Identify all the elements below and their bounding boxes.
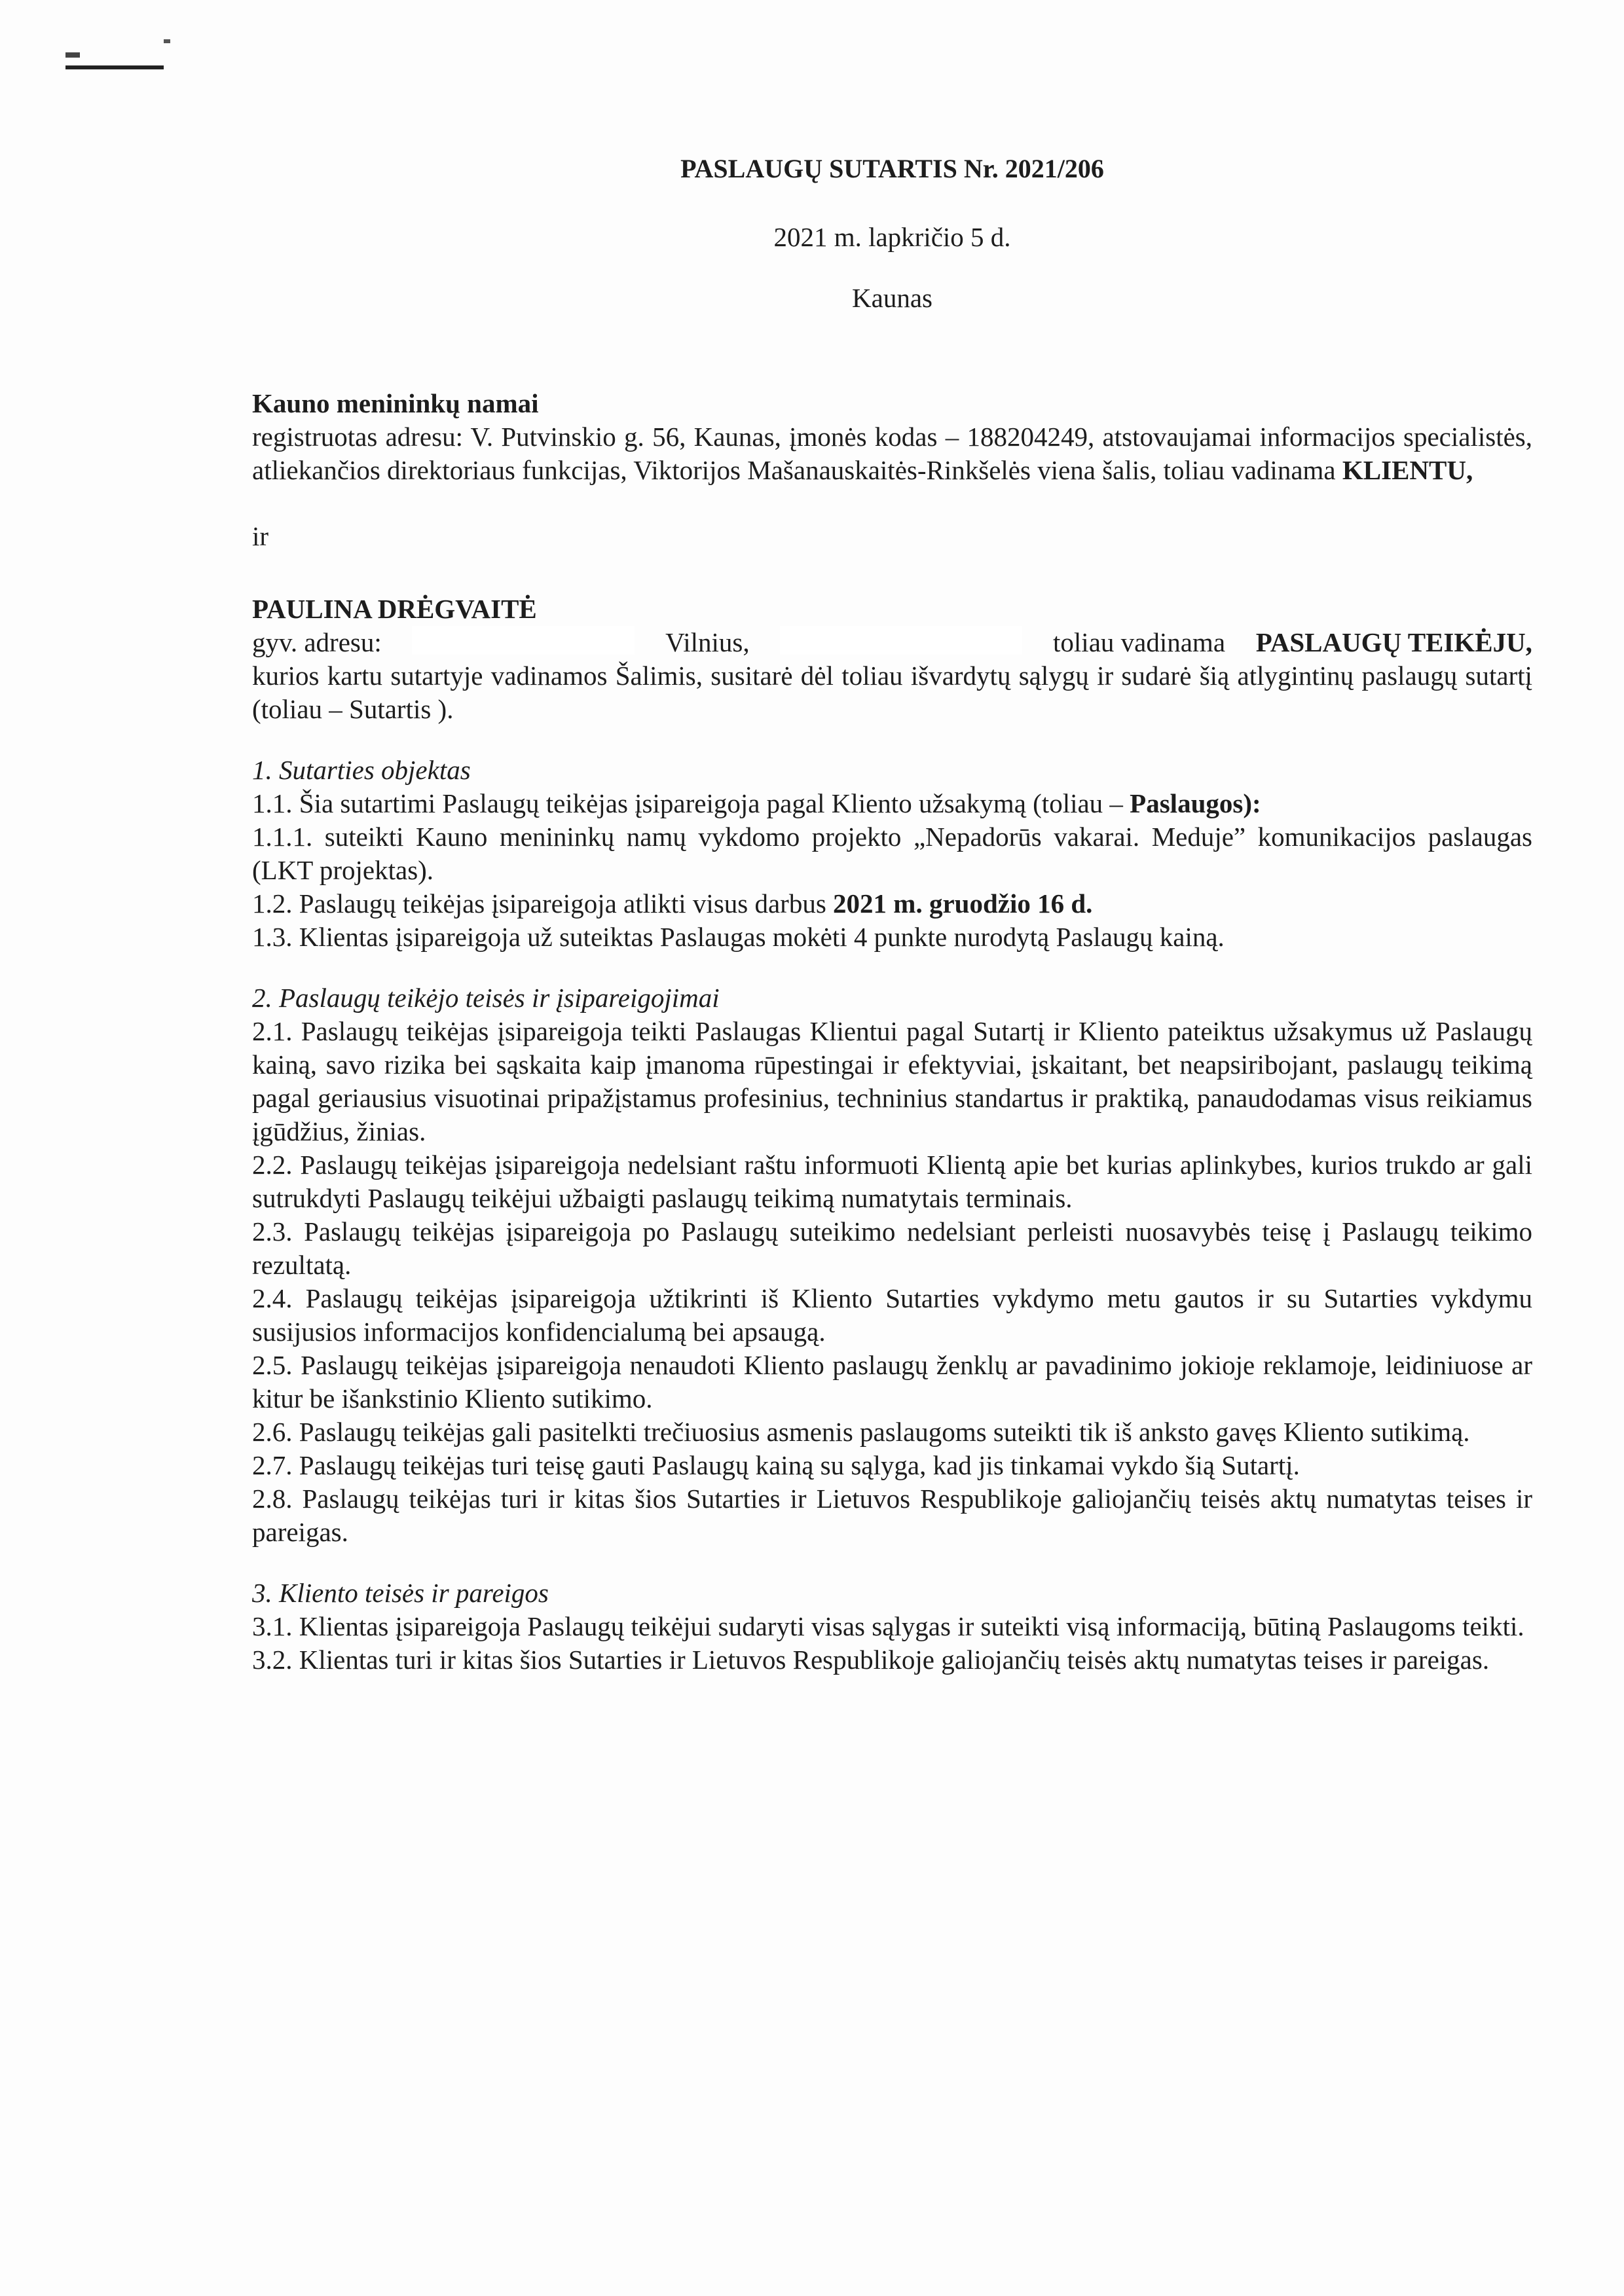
clause-2-7: 2.7. Paslaugų teikėjas turi teisę gauti Paslaugų kainą su sąlyga, kad jis tinkamai vykdo šią Sutartį. — [252, 1450, 1300, 1480]
clause-3-2: 3.2. Klientas turi ir kitas šios Sutarties ir Lietuvos Respublikoje galiojančių teisės aktų numatytas teises ir pareigas. — [252, 1645, 1490, 1675]
staple-mark — [164, 39, 170, 43]
section-title: 1. Sutarties objektas — [252, 755, 471, 785]
clause-2-2: 2.2. Paslaugų teikėjas įsipareigoja nedelsiant raštu informuoti Klientą apie bet kurias aplinkybes, kurios trukdo ar gali sutrukdyti Paslaugų teikėjui užbaigti paslaugų teikimą numatytais terminais. — [252, 1150, 1532, 1213]
section-2 — [252, 981, 1532, 1549]
provider-block — [252, 592, 1532, 726]
staple-mark — [65, 65, 164, 69]
clause-bold: Paslaugos): — [1130, 788, 1261, 818]
section-title: 3. Kliento teisės ir pareigos — [252, 1578, 549, 1608]
client-name: Kauno menininkų namai — [252, 388, 539, 418]
called-text: toliau vadinama — [1053, 627, 1226, 657]
provider-designation: PASLAUGŲ TEIKĖJU, — [1255, 627, 1532, 657]
redacted-field — [412, 626, 635, 655]
clause-text: 1.1. Šia sutartimi Paslaugų teikėjas įsipareigoja pagal Kliento užsakymą (toliau – — [252, 788, 1123, 818]
clause-3-1: 3.1. Klientas įsipareigoja Paslaugų teikėjui sudaryti visas sąlygas ir suteikti visą informaciją, būtiną Paslaugoms teikti. — [252, 1611, 1524, 1641]
conjunction: ir — [252, 521, 269, 551]
clause-1-2 — [252, 887, 1532, 920]
staple-mark — [65, 52, 80, 58]
document-body — [252, 144, 1532, 1677]
client-block — [252, 387, 1532, 487]
section-title: 2. Paslaugų teikėjo teisės ir įsipareigojimai — [252, 983, 720, 1013]
contract-city: Kaunas — [852, 283, 932, 313]
clause-2-1: 2.1. Paslaugų teikėjas įsipareigoja teikti Paslaugas Klientui pagal Sutartį ir Kliento pateiktus užsakymus už Paslaugų kainą, savo rizika bei sąskaita kaip įmanoma rūpestingai ir efektyviai, įskaitant, bet neapsiribojant, paslaugų teikimą pagal geriausius visuotinai pripažįstamus profesinius, techninius standartus ir praktiką, panaudodamas visus reikiamus įgūdžius, žinias. — [252, 1016, 1532, 1146]
provider-name: PAULINA DRĖGVAITĖ — [252, 594, 537, 624]
provider-address-line — [252, 626, 1532, 659]
clause-2-3: 2.3. Paslaugų teikėjas įsipareigoja po Paslaugų suteikimo nedelsiant perleisti nuosavybės teisę į Paslaugų teikimo rezultatą. — [252, 1216, 1532, 1280]
clause-2-4: 2.4. Paslaugų teikėjas įsipareigoja užtikrinti iš Kliento Sutarties vykdymo metu gautos ir su Sutarties vykdymu susijusios informacijos konfidencialumą bei apsaugą. — [252, 1283, 1532, 1347]
clause-text: 1.2. Paslaugų teikėjas įsipareigoja atlikti visus darbus — [252, 888, 826, 919]
section-1 — [252, 754, 1532, 954]
clause-2-6: 2.6. Paslaugų teikėjas gali pasitelkti trečiuosius asmenis paslaugoms suteikti tik iš anksto gavęs Kliento sutikimą. — [252, 1417, 1470, 1447]
clause-1-1-1: 1.1.1. suteikti Kauno menininkų namų vykdomo projekto „Nepadorūs vakarai. Meduje” komunikacijos paslaugas (LKT projektas). — [252, 822, 1532, 885]
section-3 — [252, 1576, 1532, 1677]
clause-1-3: 1.3. Klientas įsipareigoja už suteiktas Paslaugas mokėti 4 punkte nurodytą Paslaugų kainą. — [252, 922, 1225, 952]
client-details — [252, 420, 1532, 487]
clause-2-8: 2.8. Paslaugų teikėjas turi ir kitas šios Sutarties ir Lietuvos Respublikoje galiojančių teisės aktų numatytas teises ir pareigas. — [252, 1484, 1532, 1547]
redacted-field — [780, 626, 1022, 655]
clause-2-5: 2.5. Paslaugų teikėjas įsipareigoja nenaudoti Kliento paslaugų ženklų ar pavadinimo jokioje reklamoje, leidiniuose ar kitur be išankstinio Kliento sutikimo. — [252, 1350, 1532, 1413]
clause-bold: 2021 m. gruodžio 16 d. — [833, 888, 1093, 919]
client-text: registruotas adresu: V. Putvinskio g. 56, Kaunas, įmonės kodas – 188204249, atstovaujamai informacijos specialistės, atliekančios direktoriaus funkcijas, Viktorijos Mašanauskaitės-Rinkšelės viena šalis, toliau vadinama — [252, 422, 1532, 485]
address-label: gyv. adresu: — [252, 627, 382, 657]
client-designation: KLIENTU, — [1342, 455, 1473, 485]
clause-1-1 — [252, 787, 1532, 820]
contract-title: PASLAUGŲ SUTARTIS Nr. 2021/206 — [680, 154, 1104, 183]
provider-rest: kurios kartu sutartyje vadinamos Šalimis, susitarė dėl toliau išvardytų sąlygų ir sudarė šią atlygintinų paslaugų sutartį (toliau – Sutartis ). — [252, 661, 1532, 724]
contract-date: 2021 m. lapkričio 5 d. — [773, 222, 1011, 252]
provider-city: Vilnius, — [665, 627, 750, 657]
